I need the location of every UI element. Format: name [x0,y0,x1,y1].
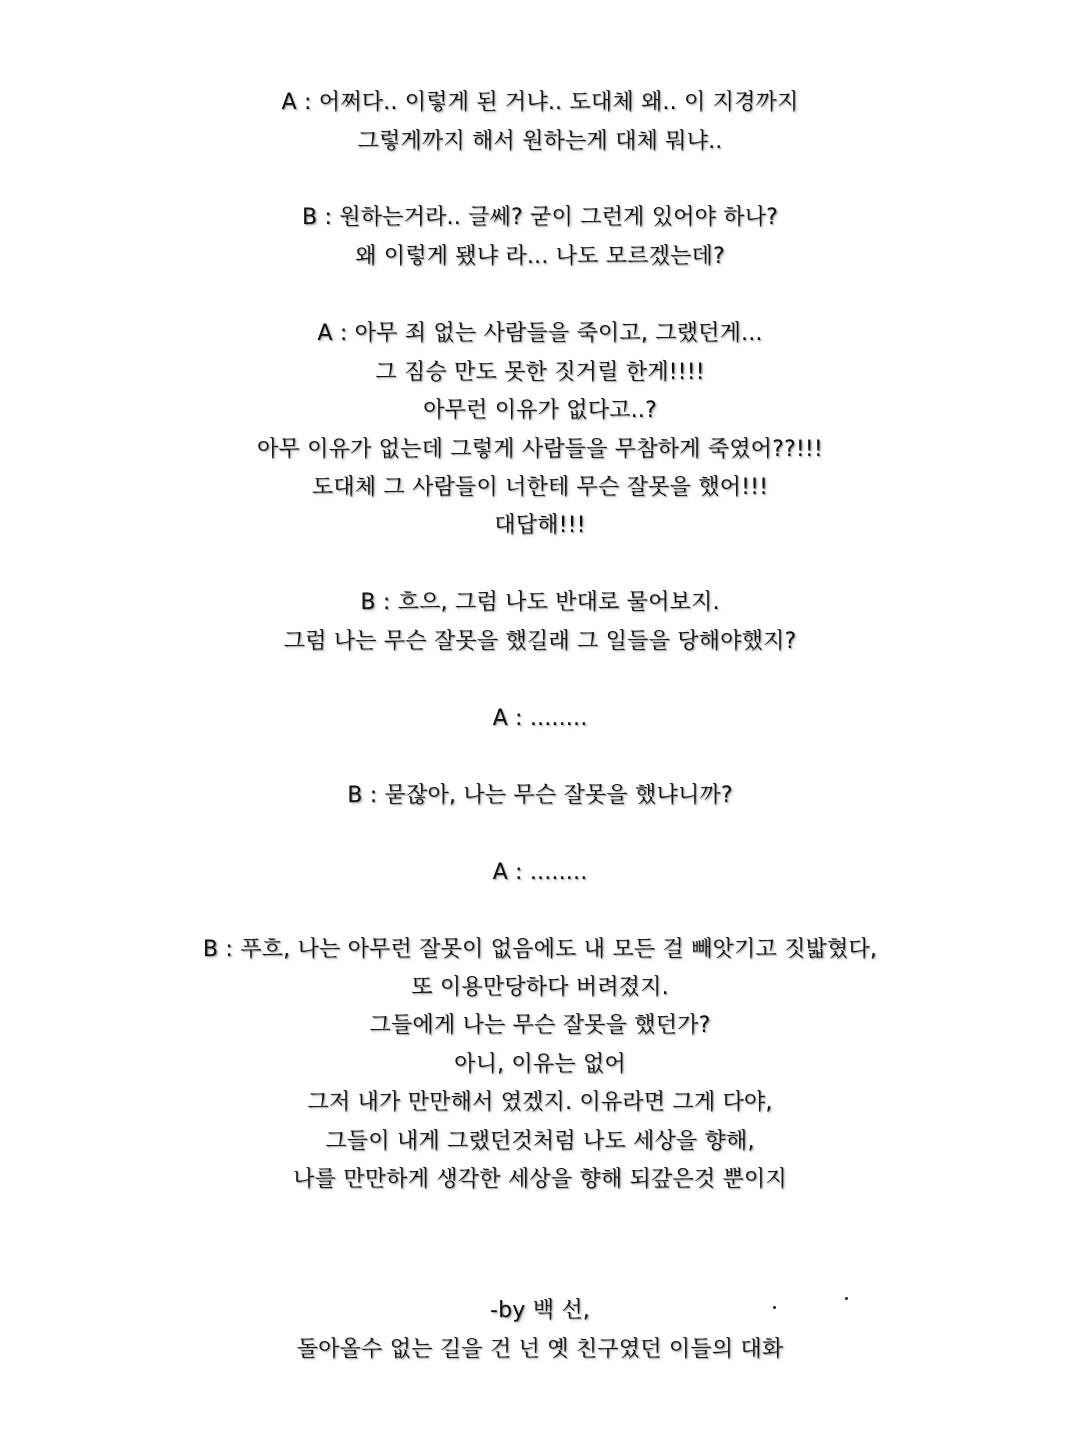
footer-caption: 돌아올수 없는 길을 건 넌 옛 친구였던 이들의 대화 [296,1337,784,1362]
dialogue-line: 아무 이유가 없는데 그렇게 사람들을 무참하게 죽였어??!!! [257,437,823,462]
dialogue-line: 그저 내가 만만해서 였겠지. 이유라면 그게 다야, [307,1090,773,1115]
dialogue-line: 아니, 이유는 없어 [454,1052,626,1077]
dialogue-line: 그 짐승 만도 못한 짓거릴 한게!!!! [375,360,705,385]
byline: -by 백 선, [489,1298,590,1323]
dialogue-line: A : 아무 죄 없는 사람들을 죽이고, 그랬던게... [317,321,763,346]
dialogue-line: 그렇게까지 해서 원하는게 대체 뭐냐.. [357,129,723,154]
dialogue-line: 그럼 나는 무슨 잘못을 했길래 그 일들을 당해야했지? [283,629,797,654]
dialogue-line: A : 어쩌다.. 이렇게 된 거냐.. 도대체 왜.. 이 지경까지 [281,90,799,115]
dialogue-line: B : 푸흐, 나는 아무런 잘못이 없음에도 내 모든 걸 빼앗기고 짓밟혔다, [202,937,878,962]
dialogue-line: 나를 만만하게 생각한 세상을 향해 되갚은것 뿐이지 [293,1167,787,1192]
dialogue-line: 그들에게 나는 무슨 잘못을 했던가? [369,1013,711,1038]
dialogue-line: 도대체 그 사람들이 너한테 무슨 잘못을 했어!!! [311,475,769,500]
dialogue-line: 또 이용만당하다 버려졌지. [411,975,669,1000]
dialogue-line: B : 흐으, 그럼 나도 반대로 물어보지. [360,590,720,615]
dialogue-line: B : 원하는거라.. 글쎄? 굳이 그런게 있어야 하나? [301,205,779,230]
dialogue-line: A : ........ [492,706,588,731]
dialogue-line: 아무런 이유가 없다고..? [423,398,657,423]
stray-dot [773,1306,776,1309]
stray-dot [845,1297,848,1300]
dialogue-line: 왜 이렇게 됐냐 라... 나도 모르겠는데? [355,244,725,269]
dialogue-line: B : 묻잖아, 나는 무슨 잘못을 했냐니까? [347,783,733,808]
dialogue-line: 대답해!!! [494,513,586,538]
dialogue-line: A : ........ [492,860,588,885]
dialogue-line: 그들이 내게 그랬던것처럼 나도 세상을 향해, [325,1129,755,1154]
